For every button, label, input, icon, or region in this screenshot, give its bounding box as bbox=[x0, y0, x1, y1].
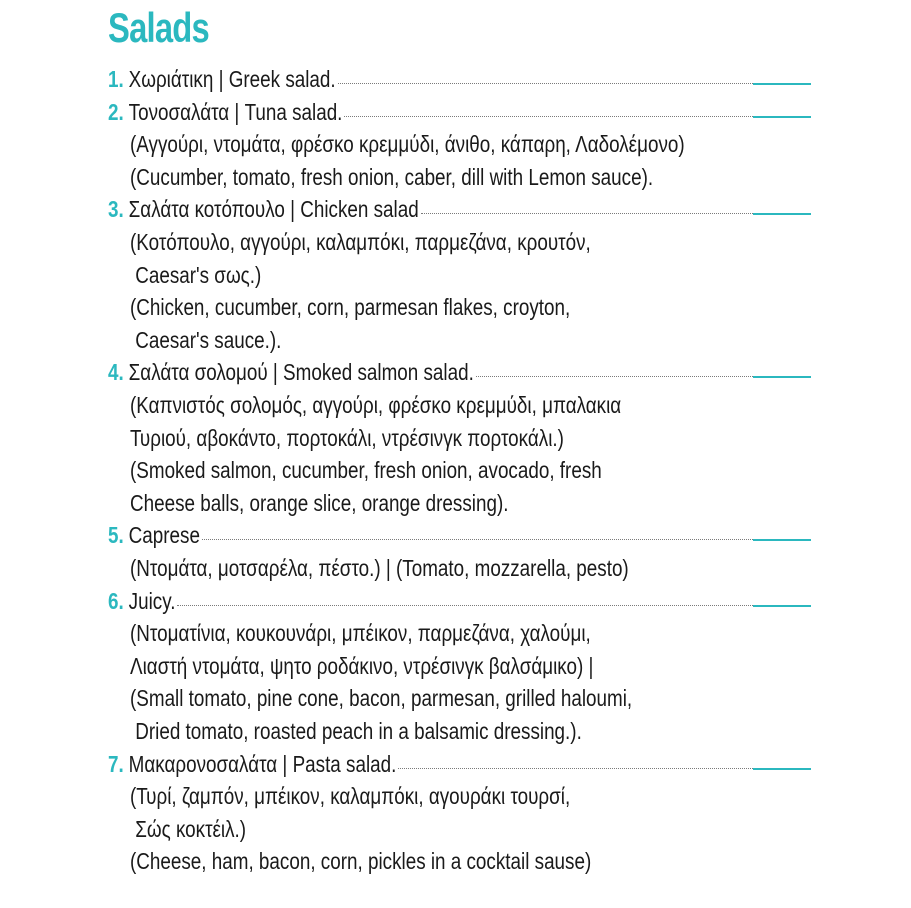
menu-item bbox=[0, 749, 911, 779]
menu-item-heading bbox=[108, 194, 419, 224]
menu-item-number: 2. bbox=[108, 98, 124, 125]
menu-item-description bbox=[0, 716, 911, 746]
menu-item-name: Caprese bbox=[128, 522, 200, 549]
menu-item-heading bbox=[108, 749, 396, 779]
description-text: (Chicken, cucumber, corn, parmesan flakes, croyton, bbox=[130, 294, 571, 321]
menu-item-name: Τονοσαλάτα | Tuna salad. bbox=[128, 98, 343, 125]
menu-item bbox=[0, 194, 911, 224]
description-text: (Small tomato, pine cone, bacon, parmesan, grilled haloumi, bbox=[130, 685, 633, 712]
description-text: Λιαστή ντομάτα, ψητο ροδάκινο, ντρέσινγκ βαλσάμικο) | bbox=[130, 652, 594, 679]
description-text: (Cucumber, tomato, fresh onion, caber, dill with Lemon sauce). bbox=[130, 163, 654, 190]
menu-item-number: 1. bbox=[108, 66, 124, 92]
menu-item bbox=[0, 586, 911, 616]
menu-item-number: 6. bbox=[108, 587, 124, 614]
menu-item-description bbox=[0, 292, 911, 322]
price-blank-line bbox=[753, 83, 811, 85]
description-text: Dried tomato, roasted peach in a balsamic dressing.). bbox=[130, 718, 582, 744]
description-text: (Ντομάτα, μοτσαρέλα, πέστο.) | (Tomato, mozzarella, pesto) bbox=[130, 555, 629, 581]
description-text: (Αγγούρι, ντομάτα, φρέσκο κρεμμύδι, άνιθο, κάπαρη, Λαδολέμονο) bbox=[130, 131, 685, 158]
menu-item-description bbox=[0, 260, 911, 290]
menu-item bbox=[0, 357, 911, 387]
price-blank-line bbox=[753, 605, 811, 607]
menu-item-description bbox=[0, 325, 911, 355]
description-text: (Κοτόπουλο, αγγούρι, καλαμπόκι, παρμεζάνα, κρουτόν, bbox=[130, 229, 591, 255]
leader-dots bbox=[202, 539, 753, 540]
description-text: Caesar's sauce.). bbox=[130, 326, 282, 353]
description-text: (Τυρί, ζαμπόν, μπέικον, καλαμπόκι, αγουράκι τουρσί, bbox=[130, 783, 571, 810]
menu-item-name: Σαλάτα σολομού | Smoked salmon salad. bbox=[128, 359, 474, 386]
description-text: (Smoked salmon, cucumber, fresh onion, avocado, fresh bbox=[130, 457, 602, 484]
leader-dots bbox=[476, 376, 753, 377]
menu-item-description bbox=[0, 781, 911, 811]
menu-item-heading bbox=[108, 520, 200, 550]
menu-item-description bbox=[0, 162, 911, 192]
price-blank-line bbox=[753, 116, 811, 118]
description-text: (Cheese, ham, bacon, corn, pickles in a cocktail sause) bbox=[130, 848, 592, 875]
menu-item bbox=[0, 64, 911, 94]
menu-title: Salads bbox=[108, 4, 209, 51]
menu-item-description bbox=[0, 455, 911, 485]
leader-dots bbox=[398, 768, 753, 769]
menu-item-name: Χωριάτικη | Greek salad. bbox=[128, 66, 336, 92]
description-text: (Ντοματίνια, κουκουνάρι, μπέικον, παρμεζάνα, χαλούμι, bbox=[130, 620, 591, 647]
price-blank-line bbox=[753, 213, 811, 215]
menu-item-number: 3. bbox=[108, 196, 124, 223]
menu-item-name: Μακαρονοσαλάτα | Pasta salad. bbox=[128, 750, 397, 777]
menu-item-description bbox=[0, 618, 911, 648]
menu-item-description bbox=[0, 390, 911, 420]
menu-item-description bbox=[0, 846, 911, 876]
menu-item bbox=[0, 520, 911, 550]
menu-item-number: 5. bbox=[108, 522, 124, 549]
leader-dots bbox=[177, 605, 753, 606]
menu-item-description bbox=[0, 423, 911, 453]
description-text: Σώς κοκτέιλ.) bbox=[130, 815, 247, 842]
menu-item-description bbox=[0, 488, 911, 518]
leader-dots bbox=[344, 116, 753, 117]
menu-item-description bbox=[0, 683, 911, 713]
description-text: Caesar's σως.) bbox=[130, 261, 262, 288]
menu-item-name: Juicy. bbox=[128, 587, 176, 614]
price-blank-line bbox=[753, 539, 811, 541]
menu-item-heading bbox=[108, 357, 474, 387]
leader-dots bbox=[338, 83, 753, 84]
menu-item-heading bbox=[108, 97, 342, 127]
menu-item-name: Σαλάτα κοτόπουλο | Chicken salad bbox=[128, 196, 419, 223]
price-blank-line bbox=[753, 768, 811, 770]
menu-item-heading bbox=[108, 586, 175, 616]
description-text: (Καπνιστός σολομός, αγγούρι, φρέσκο κρεμμύδι, μπαλακια bbox=[130, 392, 622, 418]
description-text: Τυριού, αβοκάντο, πορτοκάλι, ντρέσινγκ πορτοκάλι.) bbox=[130, 424, 564, 451]
price-blank-line bbox=[753, 376, 811, 378]
menu-item-heading bbox=[108, 64, 336, 94]
description-text: Cheese balls, orange slice, orange dressing). bbox=[130, 489, 509, 516]
menu-item-description bbox=[0, 129, 911, 159]
menu-item-description bbox=[0, 227, 911, 257]
menu-item bbox=[0, 97, 911, 127]
leader-dots bbox=[421, 213, 753, 214]
menu-item-number: 7. bbox=[108, 750, 124, 777]
menu-item-description bbox=[0, 651, 911, 681]
menu-item-description bbox=[0, 814, 911, 844]
menu-item-number: 4. bbox=[108, 359, 124, 386]
menu-item-description bbox=[0, 553, 911, 583]
